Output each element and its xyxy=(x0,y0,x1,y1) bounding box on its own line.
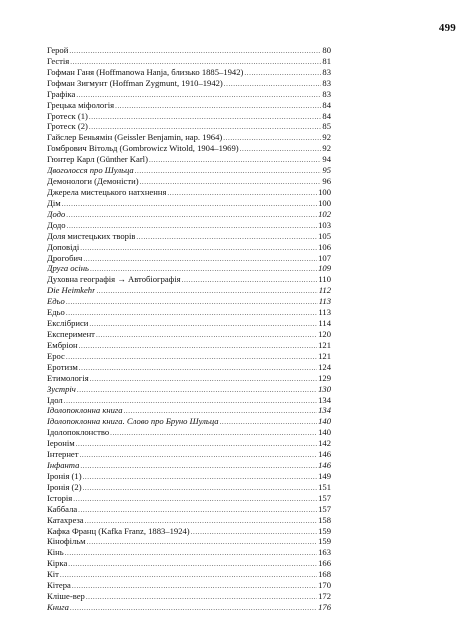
index-entry xyxy=(47,449,331,460)
index-entry xyxy=(47,504,331,515)
index-term: Герой xyxy=(47,45,69,55)
index-entry xyxy=(47,165,331,176)
index-page-number: 105 xyxy=(318,230,331,241)
dot-leader xyxy=(69,46,321,57)
index-entry xyxy=(47,416,331,427)
index-term: Ідолопоклонна книга. Слово про Бруно Шульца xyxy=(47,416,219,427)
index-entry xyxy=(47,89,331,100)
dot-leader xyxy=(220,417,318,428)
index-entry xyxy=(47,340,331,351)
dot-leader xyxy=(79,363,317,374)
index-entry xyxy=(47,111,331,122)
index-term: Грецька міфологія xyxy=(47,99,115,110)
page-number: 499 xyxy=(438,22,456,34)
index-entry xyxy=(47,515,331,526)
index-term: Гротеск (2) xyxy=(47,121,88,132)
index-page-number: 84 xyxy=(322,110,331,121)
index-term: Каббала xyxy=(47,503,78,514)
dot-leader xyxy=(60,570,317,581)
dot-leader xyxy=(140,177,322,188)
index-page-number: 121 xyxy=(318,339,331,350)
index-entry xyxy=(47,384,331,395)
index-term: Кінь xyxy=(47,547,64,558)
index-entry xyxy=(47,591,331,602)
index-entry xyxy=(47,471,331,482)
index-entry xyxy=(47,373,331,384)
index-entry xyxy=(47,78,331,89)
index-page-number: 80 xyxy=(322,45,331,55)
dot-leader xyxy=(182,275,318,286)
index-page-number: 85 xyxy=(322,121,331,132)
index-page-number: 163 xyxy=(318,547,331,558)
index-term: Доля мистецьких творів xyxy=(47,230,136,241)
index-page-number: 130 xyxy=(318,383,331,394)
index-page-number: 170 xyxy=(318,580,331,591)
dot-leader xyxy=(244,68,321,79)
index-page-number: 83 xyxy=(322,77,331,88)
dot-leader xyxy=(136,232,317,243)
index-entry xyxy=(47,351,331,362)
dot-leader xyxy=(73,494,317,505)
index-entry xyxy=(47,220,331,231)
dot-leader xyxy=(80,243,317,254)
index-page-number: 151 xyxy=(318,481,331,492)
index-entry xyxy=(47,100,331,111)
index-page-number: 129 xyxy=(318,372,331,383)
index-term: Кітера xyxy=(47,580,71,591)
index-page-number: 109 xyxy=(318,263,331,274)
index-entry xyxy=(47,198,331,209)
index-entry xyxy=(47,231,331,242)
index-term: Еротизм xyxy=(47,361,78,372)
index-entry xyxy=(47,187,331,198)
index-entry xyxy=(47,482,331,493)
index-page-number: 84 xyxy=(322,99,331,110)
index-entry xyxy=(47,405,331,416)
dot-leader xyxy=(65,548,317,559)
dot-leader xyxy=(96,286,317,297)
index-entry xyxy=(47,438,331,449)
index-entry xyxy=(47,569,331,580)
index-term: Кінофільм xyxy=(47,536,86,547)
dot-leader xyxy=(66,297,318,308)
index-page-number: 107 xyxy=(318,252,331,263)
index-entry xyxy=(47,318,331,329)
index-page-number: 81 xyxy=(322,55,331,66)
index-term: Додо xyxy=(47,208,66,219)
index-entry xyxy=(47,296,331,307)
index-entry xyxy=(47,329,331,340)
dot-leader xyxy=(87,537,317,548)
index-page-number: 113 xyxy=(318,307,331,318)
index-term: Гофман Зигмунт (Hoffman Zygmunt, 1910–1942) xyxy=(47,77,223,88)
dot-leader xyxy=(89,319,317,330)
index-term: Катахреза xyxy=(47,514,84,525)
dot-leader xyxy=(110,428,317,439)
index-page-number: 134 xyxy=(318,405,331,416)
dot-leader xyxy=(77,385,317,396)
index-term: Іеронім xyxy=(47,438,75,449)
index-term: Кіт xyxy=(47,569,59,580)
dot-leader xyxy=(115,101,321,112)
index-term: Кірка xyxy=(47,558,68,569)
dot-leader xyxy=(224,79,322,90)
index-page-number: 113 xyxy=(318,296,331,307)
index-page-number: 149 xyxy=(318,470,331,481)
index-page-number: 176 xyxy=(318,602,331,613)
index-page-number: 146 xyxy=(318,460,331,471)
index-page-number: 83 xyxy=(322,88,331,99)
index-term: Етимологія xyxy=(47,372,89,383)
index-term: Іронія (2) xyxy=(47,481,82,492)
index-term: Гюнтер Карл (Günther Karl) xyxy=(47,154,148,165)
dot-leader xyxy=(80,461,317,472)
index-term: Іронія (1) xyxy=(47,470,82,481)
index-page-number: 100 xyxy=(318,197,331,208)
dot-leader xyxy=(89,112,322,123)
index-term: Книга xyxy=(47,602,69,613)
dot-leader xyxy=(78,505,317,516)
index-entry xyxy=(47,547,331,558)
dot-leader xyxy=(83,472,318,483)
index-page-number: 146 xyxy=(318,449,331,460)
dot-leader xyxy=(72,581,317,592)
dot-leader xyxy=(68,559,317,570)
index-term: Die Heimkehr xyxy=(47,285,96,296)
index-entry xyxy=(47,242,331,253)
dot-leader xyxy=(76,439,317,450)
index-entry xyxy=(47,132,331,143)
dot-leader xyxy=(96,330,317,341)
index-page-number: 103 xyxy=(318,219,331,230)
index-term: Ідол xyxy=(47,394,63,405)
index-page-number: 96 xyxy=(322,176,331,187)
index-term: Зустріч xyxy=(47,383,76,394)
index-term: Едьо xyxy=(47,307,65,318)
dot-leader xyxy=(83,254,317,265)
index-entry xyxy=(47,526,331,537)
index-page-number: 166 xyxy=(318,558,331,569)
index-page-number: 114 xyxy=(318,318,331,329)
index-page-number: 159 xyxy=(318,525,331,536)
dot-leader xyxy=(149,155,321,166)
index-page-number: 92 xyxy=(322,143,331,154)
index-entry xyxy=(47,67,331,78)
index-page-number: 140 xyxy=(318,427,331,438)
index-term: Джерела мистецького натхнення xyxy=(47,186,167,197)
index-term: Дрогобич xyxy=(47,252,83,263)
index-page-number: 168 xyxy=(318,569,331,580)
index-page-number: 102 xyxy=(318,208,331,219)
index-page-number: 140 xyxy=(318,416,331,427)
dot-leader xyxy=(83,483,318,494)
dot-leader xyxy=(66,352,317,363)
index-term: Друга осінь xyxy=(47,263,89,274)
index-entry xyxy=(47,493,331,504)
index-entry xyxy=(47,307,331,318)
index-term: Інтернет xyxy=(47,449,79,460)
index-page-number: 134 xyxy=(318,394,331,405)
index-term: Історія xyxy=(47,492,73,503)
dot-leader xyxy=(191,527,317,538)
dot-leader xyxy=(66,308,318,319)
index-term: Екслібриси xyxy=(47,318,89,329)
dot-leader xyxy=(240,144,322,155)
index-term: Ембріон xyxy=(47,339,78,350)
index-entry xyxy=(47,274,331,285)
index-term: Дім xyxy=(47,197,61,208)
index-entry xyxy=(47,536,331,547)
dot-leader xyxy=(62,199,317,210)
index-entry xyxy=(47,209,331,220)
index-term: Гайслер Беньямін (Geissler Benjamin, нар. 1964) xyxy=(47,132,223,143)
index-entry xyxy=(47,253,331,264)
index-page-number: 94 xyxy=(322,154,331,165)
dot-leader xyxy=(80,450,318,461)
index-page-number: 124 xyxy=(318,361,331,372)
dot-leader xyxy=(79,341,317,352)
index-term: Інфанта xyxy=(47,460,80,471)
index-entry xyxy=(47,580,331,591)
index-page-number: 83 xyxy=(322,66,331,77)
dot-leader xyxy=(70,603,317,614)
index-term: Ерос xyxy=(47,350,65,361)
index-page-number: 159 xyxy=(318,536,331,547)
index-term: Доповіді xyxy=(47,241,80,252)
index-term: Кафка Франц (Kafka Franz, 1883–1924) xyxy=(47,525,190,536)
index-entry xyxy=(47,558,331,569)
index-term: Едьо xyxy=(47,296,65,307)
index-term: Гофман Ганя (Hoffmanowa Hanja, близько 1885–1942) xyxy=(47,66,244,77)
index-term: Ідолопоклонна книга xyxy=(47,405,123,416)
index-term: Кліше-вер xyxy=(47,591,85,602)
index-entry xyxy=(47,56,331,67)
index-page-number: 121 xyxy=(318,350,331,361)
index-entry xyxy=(47,602,331,613)
index-term: Додо xyxy=(47,219,66,230)
index-entry xyxy=(47,362,331,373)
index-page-number: 157 xyxy=(318,503,331,514)
index-page-number: 106 xyxy=(318,241,331,252)
dot-leader xyxy=(86,592,317,603)
index-term: Двоголосся про Шульца xyxy=(47,165,134,176)
index-term: Демонологи (Демоністи) xyxy=(47,176,139,187)
index-entry xyxy=(47,395,331,406)
index-entry xyxy=(47,460,331,471)
index-page-number: 157 xyxy=(318,492,331,503)
index-term: Духовна географія → Автобіографія xyxy=(47,274,181,285)
index-term: Експеримент xyxy=(47,328,95,339)
index-page-number: 142 xyxy=(318,438,331,449)
index-entry xyxy=(47,285,331,296)
index-entry xyxy=(47,427,331,438)
index-term: Ідолопоклонство xyxy=(47,427,110,438)
index-page-number: 100 xyxy=(318,186,331,197)
dot-leader xyxy=(66,210,317,221)
index-entry xyxy=(47,45,331,56)
index-term: Гомбрович Вітольд (Gombrowicz Witold, 1904–1969) xyxy=(47,143,239,154)
dot-leader xyxy=(135,166,322,177)
index-entry xyxy=(47,176,331,187)
index-entry xyxy=(47,121,331,132)
index-page-number: 110 xyxy=(318,274,331,285)
index-page-number: 92 xyxy=(322,132,331,143)
index-term: Гестія xyxy=(47,55,70,66)
dot-leader xyxy=(90,374,317,385)
index-entry xyxy=(47,154,331,165)
dot-leader xyxy=(167,188,317,199)
index-term: Графіка xyxy=(47,88,76,99)
index-page-number: 120 xyxy=(318,328,331,339)
index-term: Гротеск (1) xyxy=(47,110,88,121)
index-page-number: 112 xyxy=(318,285,331,296)
index-page-number: 95 xyxy=(322,165,331,176)
index-list xyxy=(47,45,331,613)
index-entry xyxy=(47,143,331,154)
index-page-number: 158 xyxy=(318,514,331,525)
index-entry xyxy=(47,263,331,274)
index-page-number: 172 xyxy=(318,591,331,602)
